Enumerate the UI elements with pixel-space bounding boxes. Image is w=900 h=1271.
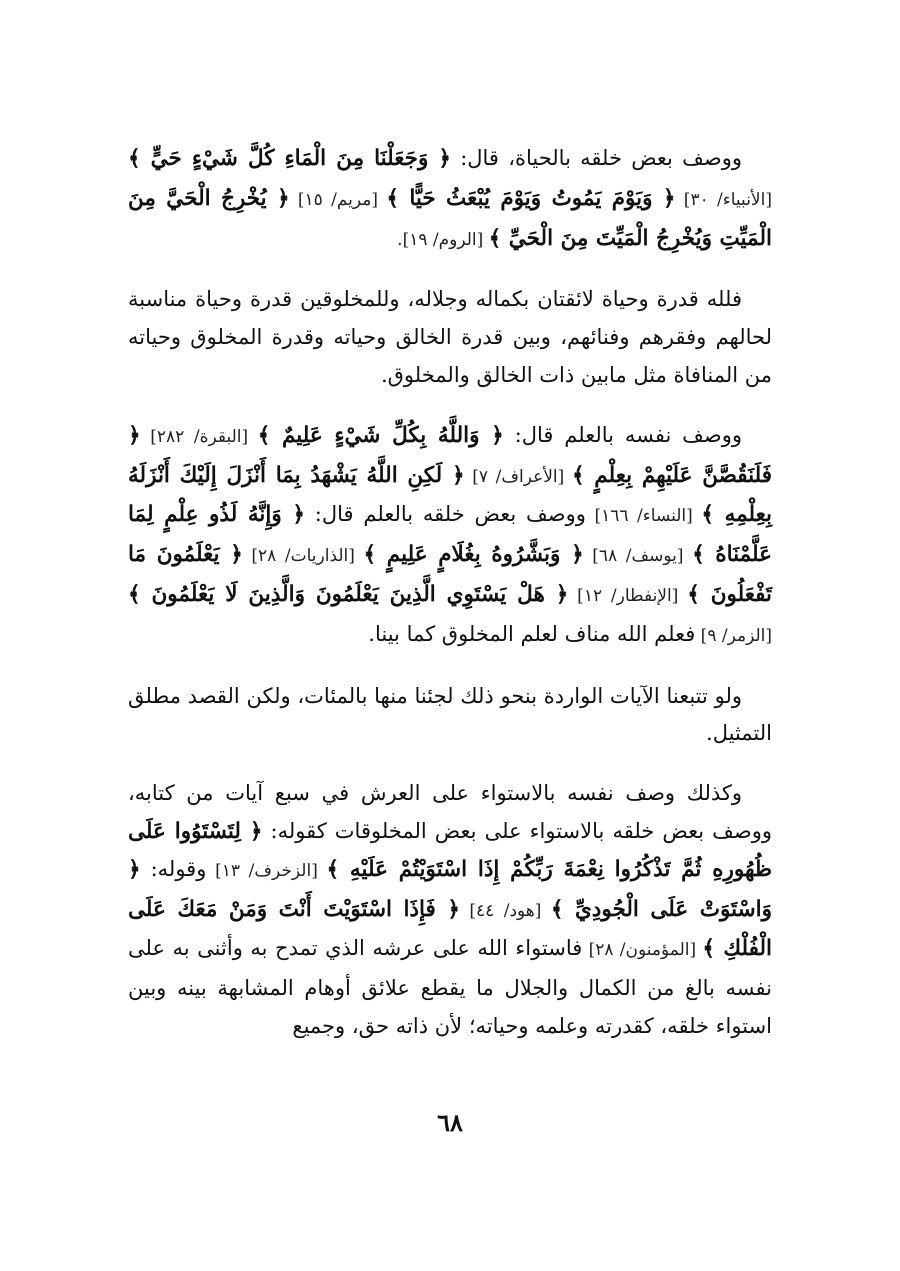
- verse-reference: [النساء/ ١٦٦]: [585, 506, 702, 527]
- text-segment: ووصف بعض خلقه بالحياة، قال:: [450, 146, 742, 170]
- text-segment: فعلم الله مناف لعلم المخلوق كما بينا.: [368, 621, 696, 646]
- verse-reference: [الأنبياء/ ٣٠]: [675, 189, 772, 210]
- quran-verse: ﴿ فَإِذَا اسْتَوَيْتَ أَنْتَ وَمَنْ مَعَكَ عَلَى الْفُلْكِ ﴾: [128, 896, 772, 962]
- paragraph-power-life: [128, 281, 772, 394]
- verse-reference: [الذاريات/ ٢٨]: [242, 546, 364, 567]
- paragraph-life: [128, 140, 772, 259]
- quran-verse: ﴿ لِتَسْتَوُوا عَلَى ظُهُورِهِ ثُمَّ تَذْكُرُوا نِعْمَةَ رَبِّكُمْ إِذَا اسْتَوَيْتُمْ عَلَيْهِ ﴾: [128, 818, 772, 882]
- text-segment: ووصف نفسه بالعلم قال:: [503, 422, 742, 447]
- paragraph-istiwa: [128, 775, 772, 1046]
- text-segment: فاستواء الله على عرشه الذي تمدح به وأثنى به على نفسه بالغ من الكمال والجلال ما يقطع علائق أوهام المشابهة بينه وبين استواء خلقه، كقدرته وعلمه وحياته؛ لأن ذاته حق، وجميع: [128, 936, 772, 1038]
- verse-reference: [الزخرف/ ١٣]: [206, 860, 327, 881]
- verse-reference: [مريم/ ١٥]: [289, 189, 387, 210]
- text-segment: فلله قدرة وحياة لائقتان بكماله وجلاله، وللمخلوقين قدرة وحياة مناسبة لحالهم وفقرهم وفنائهم، وبين قدرة الخالق وحياته وقدرة المخلوق وحياته من المنافاة مثل مابين ذات الخالق والمخلوق.: [128, 287, 772, 387]
- quran-verse: ﴿ وَجَعَلْنَا مِنَ الْمَاءِ كُلَّ شَيْءٍ حَيٍّ ﴾: [128, 146, 451, 171]
- quran-verse: ﴿ وَاسْتَوَتْ عَلَى الْجُودِيِّ ﴾: [128, 856, 772, 922]
- quran-verse: ﴿ يُخْرِجُ الْحَيَّ مِنَ الْمَيِّتِ وَيُخْرِجُ الْمَيِّتَ مِنَ الْحَيِّ ﴾: [128, 185, 772, 251]
- text-segment: وقوله:: [140, 856, 207, 881]
- quran-verse: ﴿ فَلَنَقُصَّنَّ عَلَيْهِمْ بِعِلْمٍ ﴾: [128, 422, 772, 488]
- paragraph-knowledge: [128, 417, 772, 656]
- quran-verse: ﴿ هَلْ يَسْتَوِي الَّذِينَ يَعْلَمُونَ وَالَّذِينَ لَا يَعْلَمُونَ ﴾: [128, 581, 569, 607]
- page-body: [128, 140, 772, 1068]
- verse-reference: [المؤمنون/ ٢٨]: [582, 940, 703, 961]
- quran-verse: ﴿ يَعْلَمُونَ مَا تَفْعَلُونَ ﴾: [128, 542, 772, 607]
- page-number: ٦٨: [437, 1108, 463, 1137]
- verse-reference: [الروم/ ١٩].: [397, 229, 489, 250]
- text-segment: ووصف بعض خلقه بالعلم قال:: [304, 502, 586, 527]
- quran-verse: ﴿ وَإِنَّهُ لَذُو عِلْمٍ لِمَا عَلَّمْنَاهُ ﴾: [128, 502, 773, 568]
- verse-reference: [الإنفطار/ ١٢]: [568, 585, 688, 606]
- verse-reference: [البقرة/ ٢٨٢]: [140, 426, 258, 447]
- quran-verse: ﴿ وَاللَّهُ بِكُلِّ شَيْءٍ عَلِيمٌ ﴾: [257, 422, 504, 448]
- verse-reference: [الأعراف/ ٧]: [464, 466, 572, 487]
- quran-verse: ﴿ وَيَوْمَ يَمُوتُ وَيَوْمَ يُبْعَثُ حَيًّا ﴾: [386, 185, 676, 211]
- verse-reference: [هود/ ٤٤]: [459, 900, 551, 921]
- quran-verse: ﴿ وَبَشَّرُوهُ بِغُلَامٍ عَلِيمٍ ﴾: [363, 542, 584, 568]
- verse-reference: [الزمر/ ٩]: [695, 625, 772, 646]
- paragraph-examples: [128, 678, 772, 754]
- text-segment: وكذلك وصف نفسه بالاستواء على العرش في سبع آيات من كتابه، ووصف بعض خلقه بالاستواء على بعض المخلوقات كقوله:: [128, 781, 772, 843]
- text-segment: ولو تتبعنا الآيات الواردة بنحو ذلك لجئنا منها بالمئات، ولكن القصد مطلق التمثيل.: [128, 683, 772, 746]
- verse-reference: [يوسف/ ٦٨]: [583, 546, 693, 567]
- quran-verse: ﴿ لَكِنِ اللَّهُ يَشْهَدُ بِمَا أَنْزَلَ إِلَيْكَ أَنْزَلَهُ بِعِلْمِهِ ﴾: [128, 462, 772, 528]
